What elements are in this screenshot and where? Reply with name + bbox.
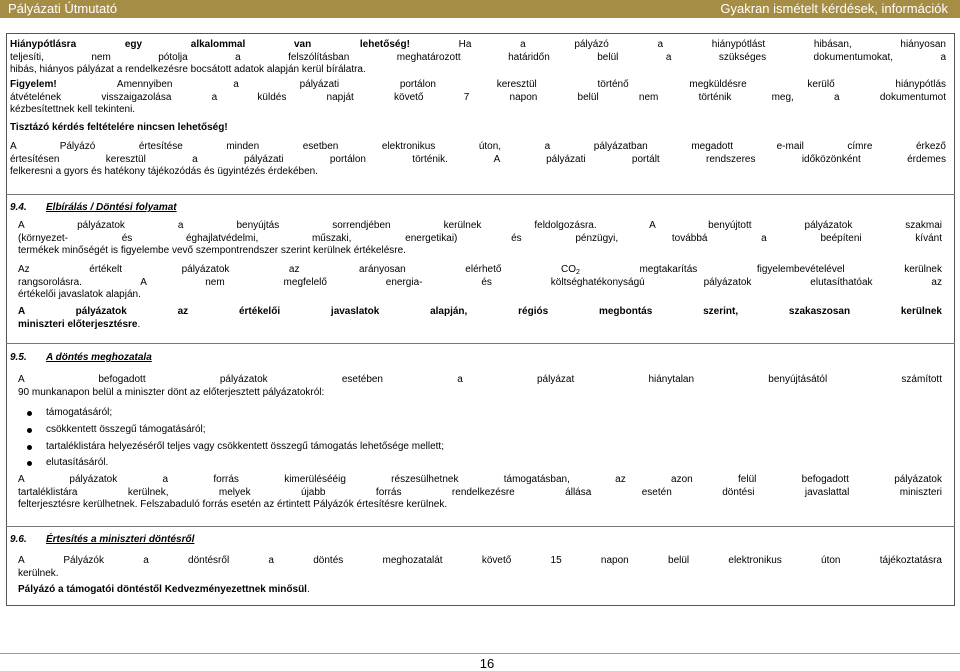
bullet-icon xyxy=(27,461,32,466)
list-item: tartaléklistára helyezéséről teljes vagy csökkentett összegű támogatás lehetősége mellett; xyxy=(46,441,444,452)
row-divider xyxy=(6,343,955,344)
bullet-icon xyxy=(27,445,32,450)
paragraph-line xyxy=(18,264,942,277)
emphasis-line xyxy=(18,584,942,597)
body-text: Amennyiben a pályázati portálon keresztül történő megküldésre kerülő hiánypótlás xyxy=(56,79,946,90)
paragraph-line: A pályázatok a benyújtás sorrendjében kerülnek feldolgozásra. A benyújtott pályázatok szakmai xyxy=(18,220,942,231)
paragraph-line: 90 munkanapon belül a miniszter dönt az előterjesztett pályázatokról: xyxy=(18,386,325,398)
body-text: Az értékelt pályázatok az arányosan elérhető CO xyxy=(18,264,576,275)
paragraph-line: A befogadott pályázatok esetében a pályázat hiánytalan benyújtásától számított xyxy=(18,374,942,385)
body-text: Ha a pályázó a hiánypótlást hibásan, hiányosan xyxy=(409,39,946,50)
paragraph-line xyxy=(10,79,946,92)
paragraph-line: átvételének visszaigazolása a küldés napját követő 7 napon belül nem történik meg, a dokumentumot xyxy=(10,91,946,103)
row-divider xyxy=(6,194,955,195)
row-divider xyxy=(6,526,955,527)
bullet-icon xyxy=(27,411,32,416)
document-title: Pályázati Útmutató xyxy=(8,1,118,16)
body-text: . xyxy=(306,584,310,595)
list-item: támogatásáról; xyxy=(46,407,113,418)
paragraph-line: (környezet- és éghajlatvédelmi, műszaki, energetikai) és pénzügyi, továbbá a beépíteni kívánt xyxy=(18,232,942,244)
section-number: 9.4. xyxy=(10,202,27,213)
page-number: 16 xyxy=(479,656,495,671)
emphasis-line xyxy=(18,319,942,332)
body-text: . xyxy=(137,318,141,330)
paragraph-line: A Pályázó értesítése minden esetben elektronikus úton, a pályázatban megadott e-mail címre érkező xyxy=(10,141,946,152)
paragraph-line: termékek minőségét is figyelembe vevő szempontrendszer szerint kerülnek értékelésre. xyxy=(18,245,406,256)
paragraph-line: értékelői javaslatok alapján. xyxy=(18,289,141,300)
footer-divider xyxy=(0,653,960,654)
emphasis-line: A pályázatok az értékelői javaslatok alapján, régiós megbontás szerint, szakaszosan kerülnek xyxy=(18,306,942,317)
emphasis-text: Figyelem! xyxy=(10,79,57,90)
paragraph-line xyxy=(10,39,946,52)
paragraph-line: tartaléklistára kerülnek, melyek újabb forrás rendelkezésre állása esetén döntési javaslattal miniszteri xyxy=(18,486,942,498)
paragraph-line: felkeresni a gyors és hatékony tájékozódás és ügyintézés érdekében. xyxy=(10,166,318,177)
paragraph-line: A Pályázók a döntésről a döntés meghozatalát követő 15 napon belül elektronikus úton tájékoztatásra xyxy=(18,555,942,566)
paragraph-line: teljesíti, nem pótolja a felszólításban meghatározott határidőn belül a szükséges dokumentumokat, a xyxy=(10,51,946,63)
section-title: A döntés meghozatala xyxy=(46,352,152,363)
emphasis-line: Tisztázó kérdés feltételére nincsen lehetőség! xyxy=(10,122,228,133)
list-item: csökkentett összegű támogatásáról; xyxy=(46,424,206,435)
paragraph-line: hibás, hiányos pályázat a rendelkezésre bocsátott adatok alapján kerül bírálatra. xyxy=(10,64,366,75)
emphasis-text: Pályázó a támogatói döntéstől Kedvezményezettnek minősül xyxy=(18,584,307,595)
paragraph-line: rangsorolásra. A nem megfelelő energia- és költséghatékonyságú pályázatok elutasíthatóak az xyxy=(18,276,942,288)
subscript: 2 xyxy=(576,269,580,276)
header-bar xyxy=(0,0,960,18)
section-number: 9.6. xyxy=(10,534,27,545)
chapter-title: Gyakran ismételt kérdések, információk xyxy=(720,1,948,16)
paragraph-line: értesítésen keresztül a pályázati portálon történik. A pályázati portált rendszeres időközönként érdemes xyxy=(10,153,946,165)
paragraph-line: felterjesztésre kerülhetnek. Felszabaduló forrás esetén az értintett Pályázók értesítésre kerülnek. xyxy=(18,499,448,510)
emphasis-text: Hiánypótlásra egy alkalommal van lehetőség! xyxy=(10,39,410,50)
list-item: elutasításáról. xyxy=(46,457,109,468)
paragraph-line: A pályázatok a forrás kimerülésééig részesülhetnek támogatásban, az azon felül befogadott pályázatok xyxy=(18,474,942,485)
bullet-icon xyxy=(27,428,32,433)
section-number: 9.5. xyxy=(10,352,27,363)
body-text: megtakarítás figyelembevételével kerülnek xyxy=(579,264,942,275)
paragraph-line: kézbesítettnek kell tekinteni. xyxy=(10,104,136,115)
section-title: Elbírálás / Döntési folyamat xyxy=(46,202,177,213)
paragraph-line: kerülnek. xyxy=(18,567,59,579)
emphasis-text: miniszteri előterjesztésre xyxy=(18,318,138,330)
section-title: Értesítés a miniszteri döntésről xyxy=(46,534,195,545)
